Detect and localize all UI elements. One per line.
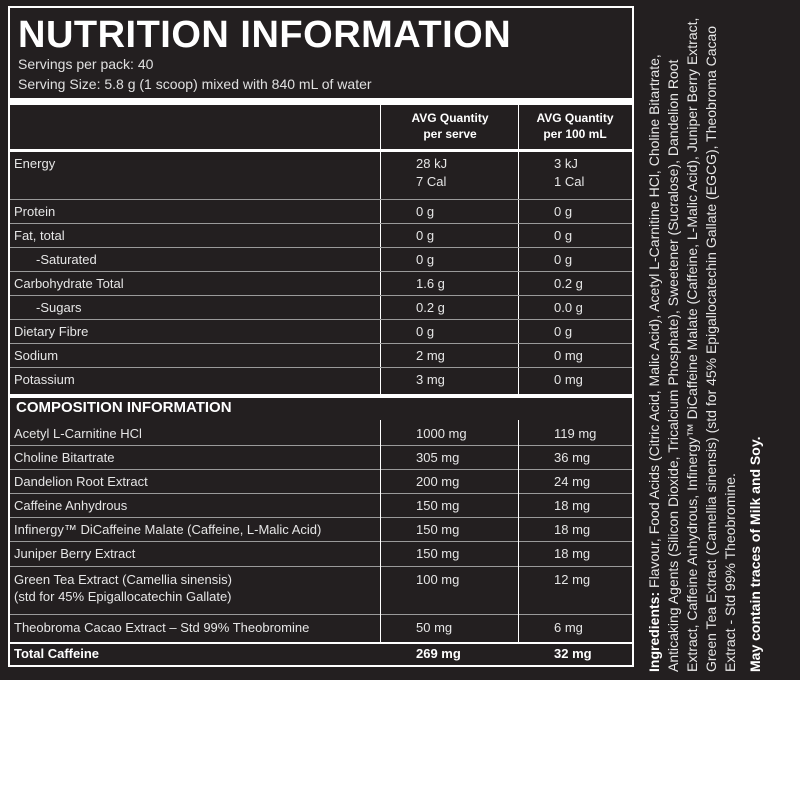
nutrient-name: Carbohydrate Total [14,276,124,291]
ingredient-per-100ml: 18 mg [554,546,591,561]
total-label: Total Caffeine [14,646,99,661]
ingredient-name: Infinergy™ DiCaffeine Malate (Caffeine, L-Malic Acid) [14,522,322,537]
nutrient-per-serve: 0 g [416,324,435,339]
ingredient-per-100ml: 18 mg [554,498,591,513]
divider-total [8,642,634,644]
panel-title: NUTRITION INFORMATION [18,14,512,56]
column-separator [380,420,381,642]
composition-heading: COMPOSITION INFORMATION [16,399,232,416]
nutrient-per-serve: 3 mg [416,372,445,387]
nutrient-per-serve: 2 mg [416,348,445,363]
servings-per-pack: Servings per pack: 40 [18,56,154,72]
serving-size: Serving Size: 5.8 g (1 scoop) mixed with 840 mL of water [18,76,372,92]
nutrient-name: Energy [14,156,56,171]
nutrient-per-serve: 28 kJ [416,156,448,171]
nutrient-per-100ml: 3 kJ [554,156,578,171]
ingredient-name: (std for 45% Epigallocatechin Gallate) [14,589,232,604]
row-divider [10,566,632,567]
row-divider [10,319,632,320]
ingredients-block [645,12,765,672]
row-divider [10,343,632,344]
nutrient-name: Fat, total [14,228,65,243]
nutrient-per-100ml: 0 g [554,252,573,267]
nutrient-per-100ml: 0.2 g [554,276,583,291]
nutrient-per-serve: 1.6 g [416,276,445,291]
nutrient-per-100ml: 0 g [554,204,573,219]
ingredient-per-serve: 1000 mg [416,426,467,441]
nutrient-name: Sodium [14,348,59,363]
ingredient-per-serve: 100 mg [416,572,460,587]
ingredient-name: Juniper Berry Extract [14,546,136,561]
ingredient-per-serve: 150 mg [416,522,460,537]
row-divider [10,469,632,470]
nutrient-name: Potassium [14,372,75,387]
column-separator [518,105,519,395]
nutrient-per-serve: 0 g [416,228,435,243]
ingredient-per-100ml: 36 mg [554,450,591,465]
row-divider [10,367,632,368]
ingredient-name: Acetyl L-Carnitine HCl [14,426,142,441]
nutrient-name: -Sugars [36,300,82,315]
ingredient-name: Green Tea Extract (Camellia sinensis) [14,572,232,587]
ingredient-per-serve: 50 mg [416,620,453,635]
ingredient-name: Theobroma Cacao Extract – Std 99% Theobromine [14,620,310,635]
nutrient-per-100ml: 0 mg [554,372,583,387]
ingredients-label: Ingredients: [646,591,662,672]
nutrient-per-serve: 7 Cal [416,174,447,189]
ingredient-per-100ml: 119 mg [554,426,597,441]
ingredient-per-100ml: 18 mg [554,522,591,537]
column-head-per-100ml: AVG Quantity per 100 mL [536,111,614,141]
nutrient-per-100ml: 0 g [554,228,573,243]
nutrient-per-100ml: 1 Cal [554,174,585,189]
ingredients-text: Flavour, Food Acids (Citric Acid, Malic Acid), Acetyl L-Carnitine HCl, Choline Bitartrate, Anticaking Agents (Silicon Dioxide, Tricalcium Phosphate), Sweetener (Sucralose), Dandelion Root Extract, Caffeine Anhydrous, Infinergy™ DiCaffeine Malate (Caffeine, L-Malic Acid), Juniper Berry Extract, Green Tea Extract (Camellia sinensis) (std for 45% Epigallocatechin Gallate (EGCG), Theobroma Cacao Extract - Std 99% Theobromine. [646,17,738,672]
nutrient-per-100ml: 0 mg [554,348,583,363]
nutrient-name: Protein [14,204,56,219]
row-divider [10,199,632,200]
row-divider [10,541,632,542]
ingredient-name: Caffeine Anhydrous [14,498,128,513]
row-divider [10,247,632,248]
row-divider [10,295,632,296]
nutrient-per-100ml: 0 g [554,324,573,339]
ingredient-per-100ml: 6 mg [554,620,583,635]
row-divider [10,271,632,272]
nutrient-per-serve: 0.2 g [416,300,445,315]
total-per-100ml: 32 mg [554,646,592,661]
nutrient-per-serve: 0 g [416,252,435,267]
nutrient-per-serve: 0 g [416,204,435,219]
ingredient-per-100ml: 24 mg [554,474,591,489]
ingredient-per-serve: 305 mg [416,450,460,465]
ingredient-per-serve: 150 mg [416,498,460,513]
column-separator [518,420,519,642]
row-divider [10,614,632,615]
ingredient-per-serve: 200 mg [416,474,460,489]
divider-column-heads [8,149,634,152]
ingredient-per-serve: 150 mg [416,546,460,561]
row-divider [10,517,632,518]
nutrient-per-100ml: 0.0 g [554,300,583,315]
row-divider [10,223,632,224]
row-divider [10,493,632,494]
nutrient-name: -Saturated [36,252,97,267]
column-separator [380,105,381,395]
divider-composition [8,394,634,398]
ingredient-per-100ml: 12 mg [554,572,591,587]
total-per-serve: 269 mg [416,646,461,661]
ingredient-name: Choline Bitartrate [14,450,115,465]
column-head-per-serve: AVG Quantity per serve [411,111,489,141]
nutrition-panel-frame [8,6,634,667]
row-divider [10,445,632,446]
allergen-warning: May contain traces of Milk and Soy. [747,436,763,672]
nutrient-name: Dietary Fibre [14,324,89,339]
divider-header [8,98,634,105]
ingredient-name: Dandelion Root Extract [14,474,148,489]
